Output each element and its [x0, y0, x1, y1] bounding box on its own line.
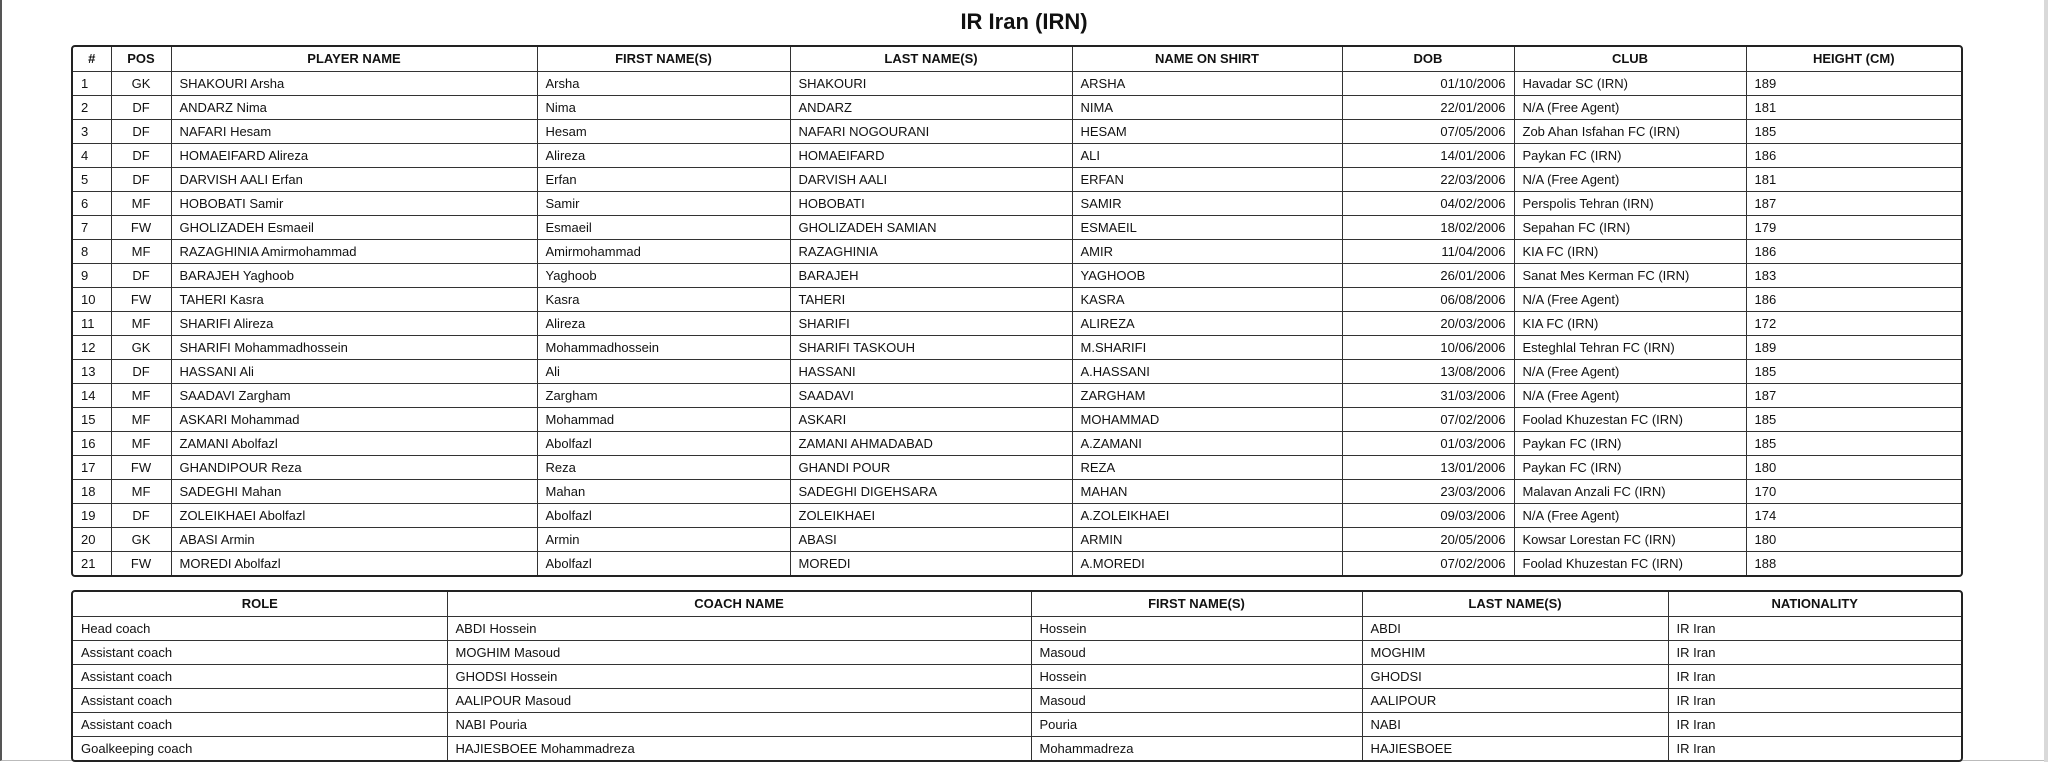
cell-first-names: Abolfazl [537, 552, 790, 576]
cell-height: 180 [1746, 456, 1961, 480]
cell-player-name: GHOLIZADEH Esmaeil [171, 216, 537, 240]
cell-player-name: ZAMANI Abolfazl [171, 432, 537, 456]
cell-height: 181 [1746, 168, 1961, 192]
cell-last-names: BARAJEH [790, 264, 1072, 288]
cell-number: 16 [73, 432, 111, 456]
header-height: HEIGHT (CM) [1746, 47, 1961, 72]
cell-player-name: SHAKOURI Arsha [171, 72, 537, 96]
player-row [73, 528, 1961, 552]
cell-name-on-shirt: YAGHOOB [1072, 264, 1342, 288]
cell-dob: 22/03/2006 [1342, 168, 1514, 192]
header-player-name: PLAYER NAME [171, 47, 537, 72]
header-nationality: NATIONALITY [1668, 592, 1961, 617]
cell-height: 188 [1754, 556, 1777, 571]
cell-last-names: ASKARI [790, 408, 1072, 432]
cell-last-names: SHARIFI [790, 312, 1072, 336]
cell-first-names: Alireza [537, 312, 790, 336]
cell-name-on-shirt: AMIR [1072, 240, 1342, 264]
cell-position: FW [111, 288, 171, 312]
cell-name-on-shirt: A.ZOLEIKHAEI [1072, 504, 1342, 528]
cell-club: KIA FC (IRN) [1514, 312, 1746, 336]
cell-name-on-shirt: ARMIN [1072, 528, 1342, 552]
player-row [73, 504, 1961, 528]
cell-last-names: HOMAEIFARD [790, 144, 1072, 168]
cell-dob: 10/06/2006 [1342, 336, 1514, 360]
cell-player-name: ASKARI Mohammad [171, 408, 537, 432]
cell-height: 186 [1746, 144, 1961, 168]
cell-first-names: Esmaeil [537, 216, 790, 240]
cell-last-names: DARVISH AALI [790, 168, 1072, 192]
player-row [73, 216, 1961, 240]
header-number: # [73, 47, 111, 72]
cell-coach-name: GHODSI Hossein [447, 665, 1031, 689]
header-role: ROLE [73, 592, 447, 617]
cell-first-names: Masoud [1031, 689, 1362, 713]
cell-first-names: Kasra [537, 288, 790, 312]
cell-last-names: RAZAGHINIA [790, 240, 1072, 264]
cell-height: 186 [1746, 240, 1961, 264]
cell-player-name: SHARIFI Alireza [171, 312, 537, 336]
cell-height: 185 [1746, 360, 1961, 384]
cell-first-names: Samir [537, 192, 790, 216]
players-table [71, 45, 1963, 577]
cell-dob: 22/01/2006 [1342, 96, 1514, 120]
cell-first-names: Abolfazl [537, 504, 790, 528]
cell-player-name: GHANDIPOUR Reza [171, 456, 537, 480]
player-row [73, 360, 1961, 384]
cell-name-on-shirt: ALI [1072, 144, 1342, 168]
cell-height: 179 [1746, 216, 1961, 240]
cell-first-names: Pouria [1031, 713, 1362, 737]
cell-coach-name: AALIPOUR Masoud [447, 689, 1031, 713]
player-row [73, 480, 1961, 504]
cell-number: 5 [73, 168, 111, 192]
cell-coach-name: HAJIESBOEE Mohammadreza [447, 737, 1031, 761]
cell-name-on-shirt: A.MOREDI [1072, 552, 1342, 576]
cell-club: Paykan FC (IRN) [1514, 432, 1746, 456]
cell-nationality: IR Iran [1676, 741, 1716, 756]
cell-number: 15 [73, 408, 111, 432]
cell-last-names: MOREDI [790, 552, 1072, 576]
cell-last-names: ABDI [1362, 617, 1668, 641]
cell-name-on-shirt: ERFAN [1072, 168, 1342, 192]
player-row [73, 168, 1961, 192]
header-dob: DOB [1342, 47, 1514, 72]
cell-player-name: SADEGHI Mahan [171, 480, 537, 504]
cell-club: KIA FC (IRN) [1514, 240, 1746, 264]
cell-dob: 06/08/2006 [1342, 288, 1514, 312]
cell-first-names: Zargham [537, 384, 790, 408]
cell-number: 18 [73, 480, 111, 504]
cell-first-names: Reza [537, 456, 790, 480]
cell-club: Foolad Khuzestan FC (IRN) [1514, 552, 1746, 576]
cell-first-names: Ali [537, 360, 790, 384]
player-row [73, 264, 1961, 288]
staff-row [73, 665, 1961, 689]
cell-number: 17 [73, 456, 111, 480]
cell-position: GK [111, 528, 171, 552]
cell-position: FW [111, 552, 171, 576]
header-coach-name: COACH NAME [447, 592, 1031, 617]
cell-name-on-shirt: MOHAMMAD [1072, 408, 1342, 432]
cell-first-names: Mohammad [537, 408, 790, 432]
cell-position: MF [111, 384, 171, 408]
cell-height: 187 [1746, 384, 1961, 408]
cell-player-name: ANDARZ Nima [171, 96, 537, 120]
cell-club: Esteghlal Tehran FC (IRN) [1514, 336, 1746, 360]
cell-role: Assistant coach [73, 641, 447, 665]
cell-player-name: SHARIFI Mohammadhossein [171, 336, 537, 360]
cell-last-names: GHODSI [1362, 665, 1668, 689]
cell-height: 183 [1746, 264, 1961, 288]
cell-dob: 14/01/2006 [1342, 144, 1514, 168]
cell-dob: 18/02/2006 [1342, 216, 1514, 240]
cell-dob: 26/01/2006 [1342, 264, 1514, 288]
cell-nationality: IR Iran [1668, 617, 1961, 641]
cell-name-on-shirt: NIMA [1072, 96, 1342, 120]
cell-name-on-shirt: ESMAEIL [1072, 216, 1342, 240]
cell-first-names: Yaghoob [537, 264, 790, 288]
cell-coach-name: ABDI Hossein [447, 617, 1031, 641]
cell-height: 189 [1746, 72, 1961, 96]
cell-number: 7 [73, 216, 111, 240]
player-row [73, 336, 1961, 360]
cell-club: Malavan Anzali FC (IRN) [1514, 480, 1746, 504]
page-title: IR Iran (IRN) [960, 9, 1088, 34]
cell-last-names: HOBOBATI [790, 192, 1072, 216]
cell-player-name: RAZAGHINIA Amirmohammad [171, 240, 537, 264]
cell-dob: 20/03/2006 [1342, 312, 1514, 336]
cell-first-names: Arsha [537, 72, 790, 96]
cell-dob: 13/08/2006 [1342, 360, 1514, 384]
cell-height: 172 [1746, 312, 1961, 336]
cell-nationality: IR Iran [1668, 641, 1961, 665]
cell-player-name: HASSANI Ali [171, 360, 537, 384]
cell-number: 20 [73, 528, 111, 552]
cell-height: 185 [1746, 408, 1961, 432]
cell-club: Kowsar Lorestan FC (IRN) [1514, 528, 1746, 552]
cell-position: MF [111, 192, 171, 216]
cell-club: N/A (Free Agent) [1514, 168, 1746, 192]
cell-player-name: MOREDI Abolfazl [171, 552, 537, 576]
cell-role: Assistant coach [73, 665, 447, 689]
cell-first-names: Hossein [1031, 617, 1362, 641]
cell-height: 170 [1746, 480, 1961, 504]
cell-position: GK [111, 336, 171, 360]
cell-position: DF [111, 120, 171, 144]
cell-club: N/A (Free Agent) [1514, 504, 1746, 528]
staff-row [73, 689, 1961, 713]
cell-club: N/A (Free Agent) [1514, 384, 1746, 408]
cell-name-on-shirt: MAHAN [1072, 480, 1342, 504]
cell-number: 6 [73, 192, 111, 216]
cell-coach-name: MOGHIM Masoud [447, 641, 1031, 665]
staff-header-row [73, 592, 1961, 617]
cell-player-name: DARVISH AALI Erfan [171, 168, 537, 192]
cell-first-names: Mohammadreza [1031, 737, 1362, 761]
cell-player-name: NAFARI Hesam [171, 120, 537, 144]
player-row [73, 384, 1961, 408]
cell-last-names: GHANDI POUR [790, 456, 1072, 480]
cell-last-names: GHOLIZADEH SAMIAN [790, 216, 1072, 240]
cell-club: Sanat Mes Kerman FC (IRN) [1514, 264, 1746, 288]
cell-last-names: SADEGHI DIGEHSARA [790, 480, 1072, 504]
cell-dob: 13/01/2006 [1342, 456, 1514, 480]
cell-dob: 07/05/2006 [1342, 120, 1514, 144]
cell-name-on-shirt: M.SHARIFI [1072, 336, 1342, 360]
cell-player-name: ZOLEIKHAEI Abolfazl [171, 504, 537, 528]
cell-club: N/A (Free Agent) [1514, 96, 1746, 120]
cell-last-names: MOGHIM [1362, 641, 1668, 665]
cell-number: 9 [73, 264, 111, 288]
cell-last-names: AALIPOUR [1362, 689, 1668, 713]
cell-club: Sepahan FC (IRN) [1514, 216, 1746, 240]
cell-position: MF [111, 480, 171, 504]
cell-dob: 11/04/2006 [1342, 240, 1514, 264]
header-first-names: FIRST NAME(S) [537, 47, 790, 72]
header-first-names: FIRST NAME(S) [1031, 592, 1362, 617]
cell-first-names: Masoud [1031, 641, 1362, 665]
cell-first-names: Mahan [537, 480, 790, 504]
cell-club: N/A (Free Agent) [1514, 288, 1746, 312]
staff-table [71, 590, 1963, 762]
cell-dob: 20/05/2006 [1342, 528, 1514, 552]
header-last-names: LAST NAME(S) [790, 47, 1072, 72]
cell-name-on-shirt: A.ZAMANI [1072, 432, 1342, 456]
cell-dob: 07/02/2006 [1342, 552, 1514, 576]
cell-number: 11 [73, 312, 111, 336]
cell-position: FW [111, 216, 171, 240]
player-row [73, 240, 1961, 264]
cell-position: MF [111, 432, 171, 456]
cell-nationality: IR Iran [1668, 713, 1961, 737]
player-row [73, 312, 1961, 336]
cell-dob: 01/03/2006 [1342, 432, 1514, 456]
cell-dob: 31/03/2006 [1342, 384, 1514, 408]
cell-club: N/A (Free Agent) [1514, 360, 1746, 384]
page-scroll-shadow [2044, 0, 2048, 762]
player-row [73, 120, 1961, 144]
cell-player-name: ABASI Armin [171, 528, 537, 552]
cell-last-names: ANDARZ [790, 96, 1072, 120]
cell-height: 189 [1746, 336, 1961, 360]
cell-position: MF [111, 408, 171, 432]
cell-name-on-shirt: KASRA [1072, 288, 1342, 312]
cell-dob: 09/03/2006 [1342, 504, 1514, 528]
cell-position: DF [111, 264, 171, 288]
cell-height: 187 [1746, 192, 1961, 216]
cell-club: Foolad Khuzestan FC (IRN) [1514, 408, 1746, 432]
cell-club: Zob Ahan Isfahan FC (IRN) [1514, 120, 1746, 144]
cell-number: 12 [73, 336, 111, 360]
cell-last-names: SHARIFI TASKOUH [790, 336, 1072, 360]
players-header-row [73, 47, 1961, 72]
player-row [73, 456, 1961, 480]
cell-player-name: HOBOBATI Samir [171, 192, 537, 216]
cell-name-on-shirt: HESAM [1072, 120, 1342, 144]
header-last-names: LAST NAME(S) [1362, 592, 1668, 617]
cell-name-on-shirt: ARSHA [1072, 72, 1342, 96]
cell-nationality: IR Iran [1668, 689, 1961, 713]
cell-first-names: Hesam [537, 120, 790, 144]
player-row [73, 192, 1961, 216]
cell-name-on-shirt: SAMIR [1072, 192, 1342, 216]
cell-position: MF [111, 240, 171, 264]
player-row [73, 72, 1961, 96]
cell-position: MF [111, 312, 171, 336]
cell-last-names: ZOLEIKHAEI [790, 504, 1072, 528]
cell-number: 19 [73, 504, 111, 528]
player-row [73, 96, 1961, 120]
cell-dob: 23/03/2006 [1342, 480, 1514, 504]
cell-position: DF [111, 96, 171, 120]
cell-last-names: NAFARI NOGOURANI [790, 120, 1072, 144]
cell-first-names: Erfan [537, 168, 790, 192]
cell-name-on-shirt: ZARGHAM [1072, 384, 1342, 408]
cell-name-on-shirt: ALIREZA [1072, 312, 1342, 336]
player-row [73, 144, 1961, 168]
staff-row [73, 617, 1961, 641]
player-row [73, 408, 1961, 432]
cell-club: Perspolis Tehran (IRN) [1514, 192, 1746, 216]
cell-number: 1 [73, 72, 111, 96]
cell-last-names: ZAMANI AHMADABAD [790, 432, 1072, 456]
staff-row [73, 737, 1961, 761]
cell-last-names: HAJIESBOEE [1362, 737, 1668, 761]
cell-height: 174 [1746, 504, 1961, 528]
cell-name-on-shirt: REZA [1072, 456, 1342, 480]
cell-number: 3 [73, 120, 111, 144]
cell-height: 185 [1746, 120, 1961, 144]
cell-position: DF [111, 360, 171, 384]
cell-club: Paykan FC (IRN) [1514, 144, 1746, 168]
cell-position: DF [111, 168, 171, 192]
player-row [73, 432, 1961, 456]
cell-club: Havadar SC (IRN) [1514, 72, 1746, 96]
cell-first-names: Armin [537, 528, 790, 552]
player-row [73, 288, 1961, 312]
header-club: CLUB [1514, 47, 1746, 72]
cell-number: 14 [73, 384, 111, 408]
cell-player-name: BARAJEH Yaghoob [171, 264, 537, 288]
cell-nationality: IR Iran [1668, 665, 1961, 689]
cell-role: Assistant coach [73, 713, 447, 737]
cell-last-names: HASSANI [790, 360, 1072, 384]
cell-position: GK [111, 72, 171, 96]
cell-number: 21 [73, 552, 111, 576]
cell-number: 10 [73, 288, 111, 312]
cell-position: DF [111, 504, 171, 528]
cell-number: 2 [73, 96, 111, 120]
cell-first-names: Abolfazl [537, 432, 790, 456]
cell-role: Head coach [73, 617, 447, 641]
cell-dob: 07/02/2006 [1342, 408, 1514, 432]
cell-position: DF [111, 144, 171, 168]
staff-row [73, 713, 1961, 737]
cell-club: Paykan FC (IRN) [1514, 456, 1746, 480]
cell-dob: 04/02/2006 [1342, 192, 1514, 216]
cell-first-names: Nima [537, 96, 790, 120]
cell-first-names: Hossein [1031, 665, 1362, 689]
cell-player-name: SAADAVI Zargham [171, 384, 537, 408]
cell-first-names: Amirmohammad [537, 240, 790, 264]
cell-number: 13 [73, 360, 111, 384]
cell-dob: 01/10/2006 [1342, 72, 1514, 96]
cell-player-name: TAHERI Kasra [171, 288, 537, 312]
cell-coach-name: NABI Pouria [447, 713, 1031, 737]
cell-role: Goalkeeping coach [73, 737, 447, 761]
cell-height: 181 [1746, 96, 1961, 120]
cell-player-name: HOMAEIFARD Alireza [171, 144, 537, 168]
cell-last-names: SHAKOURI [790, 72, 1072, 96]
header-position: POS [111, 47, 171, 72]
cell-role: Assistant coach [73, 689, 447, 713]
cell-height: 186 [1746, 288, 1961, 312]
cell-position: FW [111, 456, 171, 480]
cell-last-names: TAHERI [790, 288, 1072, 312]
cell-last-names: ABASI [790, 528, 1072, 552]
cell-number: 4 [73, 144, 111, 168]
cell-height: 180 [1746, 528, 1961, 552]
cell-last-names: SAADAVI [790, 384, 1072, 408]
player-row [73, 552, 1961, 576]
cell-height: 185 [1746, 432, 1961, 456]
cell-last-names: NABI [1362, 713, 1668, 737]
header-name-on-shirt: NAME ON SHIRT [1072, 47, 1342, 72]
cell-first-names: Mohammadhossein [537, 336, 790, 360]
staff-row [73, 641, 1961, 665]
cell-number: 8 [73, 240, 111, 264]
cell-first-names: Alireza [537, 144, 790, 168]
cell-name-on-shirt: A.HASSANI [1072, 360, 1342, 384]
